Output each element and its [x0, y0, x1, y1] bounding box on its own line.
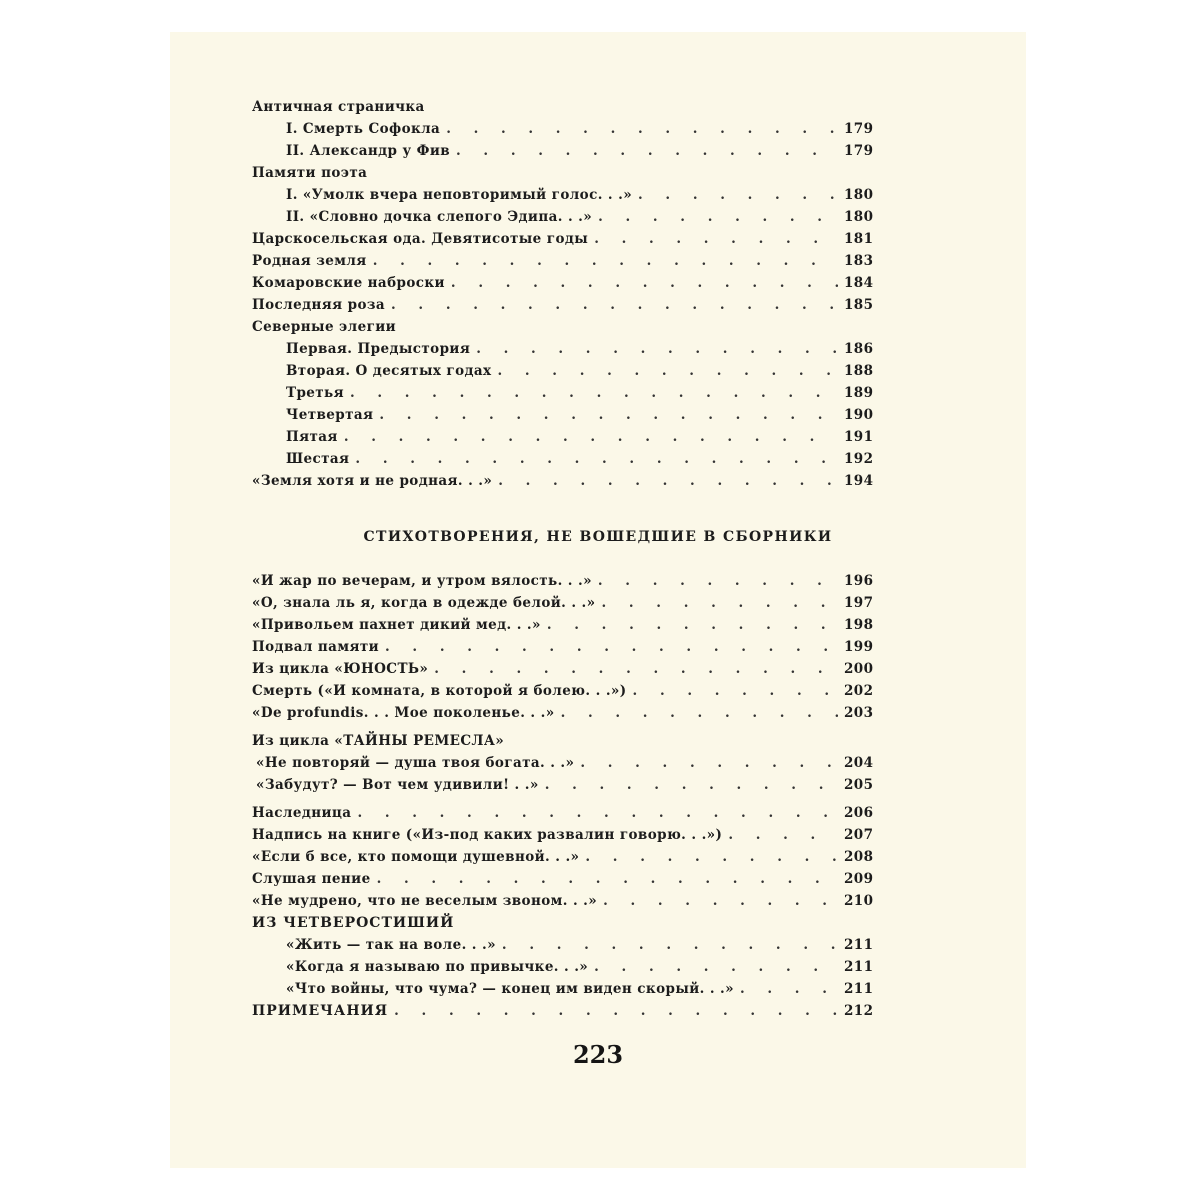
toc-entry-title: «Забудут? — Вот чем удивили! . .»	[256, 777, 539, 793]
toc-entry-title: «Не повторяй — душа твоя богата. . .»	[256, 755, 575, 771]
toc-leader-dots	[728, 824, 838, 846]
toc-entry-page: 186	[844, 341, 874, 357]
toc-leader-dots	[498, 470, 838, 492]
toc-entry	[252, 404, 872, 426]
toc-entry-title: Северные элегии	[252, 319, 397, 335]
toc-entry-page: 211	[844, 981, 874, 997]
toc-leader-dots	[355, 448, 838, 470]
toc-leader-dots	[394, 1000, 838, 1022]
toc-leader-dots	[598, 206, 838, 228]
toc-leader-dots	[373, 250, 838, 272]
toc-entry	[252, 680, 872, 702]
toc-entry-title: «И жар по вечерам, и утром вялость. . .»	[252, 573, 592, 589]
section-title: СТИХОТВОРЕНИЯ, НЕ ВОШЕДШИЕ В СБОРНИКИ	[363, 529, 833, 545]
toc-entry-page: 204	[844, 755, 874, 771]
toc-entry-page: 179	[844, 121, 874, 137]
toc-entry-page: 205	[844, 777, 874, 793]
toc-entry-page: 207	[844, 827, 874, 843]
toc-entry-title: «О, знала ль я, когда в одежде белой. . .»	[252, 595, 596, 611]
toc-leader-dots	[377, 868, 838, 890]
toc-entry	[252, 636, 872, 658]
toc-leader-dots	[451, 272, 838, 294]
toc-entry-title: Смерть («И комната, в которой я болею. . .»)	[252, 683, 627, 699]
toc-leader-dots	[344, 426, 838, 448]
toc-entry-title: «Земля хотя и не родная. . .»	[252, 473, 493, 489]
toc-leader-dots	[446, 118, 838, 140]
toc-leader-dots	[502, 934, 838, 956]
toc-entry	[252, 338, 872, 360]
toc-entry	[252, 774, 872, 796]
toc-entry	[252, 360, 872, 382]
toc-entry	[252, 658, 872, 680]
toc-leader-dots	[602, 592, 839, 614]
toc-entry	[252, 184, 872, 206]
toc-entry-title: «Привольем пахнет дикий мед. . .»	[252, 617, 541, 633]
toc-leader-dots	[594, 956, 838, 978]
toc-entry	[252, 934, 872, 956]
page-number: 223	[572, 1040, 624, 1069]
toc-leader-dots	[633, 680, 838, 702]
toc-entry-page: 199	[844, 639, 874, 655]
toc-entry-title: Слушая пение	[252, 871, 371, 887]
toc-leader-dots	[598, 570, 838, 592]
toc-leader-dots	[350, 382, 838, 404]
toc-entry	[252, 868, 872, 890]
toc-entry-page: 181	[844, 231, 874, 247]
toc-entry-title: Царскосельская ода. Девятисотые годы	[252, 231, 589, 247]
toc-leader-dots	[476, 338, 838, 360]
toc-leader-dots	[740, 978, 838, 1000]
toc-entry-title: Подвал памяти	[252, 639, 380, 655]
toc-entry	[252, 426, 872, 448]
toc-leader-dots	[391, 294, 838, 316]
toc-heading	[252, 730, 872, 752]
toc-entry-title: Четвертая	[286, 407, 374, 423]
toc-entry-page: 192	[844, 451, 874, 467]
toc-entry-page: 184	[844, 275, 874, 291]
toc-entry-title: Наследница	[252, 805, 352, 821]
toc-entry-title: I. «Умолк вчера неповторимый голос. . .»	[286, 187, 633, 203]
toc-entry-page: 210	[844, 893, 874, 909]
toc-entry	[252, 890, 872, 912]
toc-entry	[252, 1000, 872, 1022]
toc-leader-dots	[434, 658, 838, 680]
toc-entry-title: Родная земля	[252, 253, 367, 269]
toc-entry-title: II. Александр у Фив	[286, 143, 451, 159]
toc-entry-title: Вторая. О десятых годах	[286, 363, 492, 379]
toc-entry-title: «Не мудрено, что не веселым звоном. . .»	[252, 893, 598, 909]
toc-entry-title: «Что войны, что чума? — конец им виден скорый. . .»	[286, 981, 734, 997]
toc-entry-page: 197	[844, 595, 874, 611]
toc-entry-page: 191	[844, 429, 874, 445]
toc-entry-title: I. Смерть Софокла	[286, 121, 441, 137]
toc-entry-page: 189	[844, 385, 874, 401]
toc-leader-dots	[385, 636, 838, 658]
toc-entry-page: 200	[844, 661, 874, 677]
toc-leader-dots	[580, 752, 838, 774]
toc-entry	[252, 470, 872, 492]
toc-entry-title: «De profundis. . . Мое поколенье. . .»	[252, 705, 555, 721]
toc-entry-page: 211	[844, 937, 874, 953]
toc-leader-dots	[585, 846, 838, 868]
toc-leader-dots	[498, 360, 839, 382]
toc-entry	[252, 846, 872, 868]
toc-entry-title: Первая. Предыстория	[286, 341, 471, 357]
toc-entry	[252, 250, 872, 272]
toc-entry	[252, 614, 872, 636]
toc-heading	[252, 162, 872, 184]
toc-entry-title: II. «Словно дочка слепого Эдипа. . .»	[286, 209, 593, 225]
toc-leader-dots	[357, 802, 838, 824]
book-page	[170, 32, 1026, 1168]
toc-entry-title: Последняя роза	[252, 297, 386, 313]
toc-entry-page: 190	[844, 407, 874, 423]
toc-entry-title: Античная страничка	[252, 99, 425, 115]
toc-entry-title: Из цикла «ЮНОСТЬ»	[252, 661, 429, 677]
toc-entry-page: 208	[844, 849, 874, 865]
toc-leader-dots	[561, 702, 838, 724]
toc-entry-page: 180	[844, 209, 874, 225]
toc-entry	[252, 206, 872, 228]
toc-leader-dots	[603, 890, 838, 912]
toc-entry-page: 206	[844, 805, 874, 821]
toc-entry	[252, 448, 872, 470]
toc-entry-title: Комаровские наброски	[252, 275, 445, 291]
toc-entry-title: Памяти поэта	[252, 165, 368, 181]
toc-entry-page: 203	[844, 705, 874, 721]
toc-entry	[252, 228, 872, 250]
toc-entry-page: 180	[844, 187, 874, 203]
toc-leader-dots	[456, 140, 838, 162]
toc-entry	[252, 978, 872, 1000]
toc-heading	[252, 96, 872, 118]
toc-leader-dots	[638, 184, 838, 206]
toc-entry-page: 211	[844, 959, 874, 975]
toc-leader-dots	[379, 404, 838, 426]
toc-entry-title: «Когда я называю по привычке. . .»	[286, 959, 589, 975]
toc-entry-page: 198	[844, 617, 874, 633]
table-of-contents-part-2	[252, 570, 872, 1022]
toc-entry	[252, 592, 872, 614]
toc-entry	[252, 824, 872, 846]
toc-entry	[252, 802, 872, 824]
toc-entry-page: 196	[844, 573, 874, 589]
toc-leader-dots	[594, 228, 838, 250]
toc-entry-page: 179	[844, 143, 874, 159]
toc-leader-dots	[547, 614, 838, 636]
toc-entry-title: Третья	[286, 385, 344, 401]
toc-entry	[252, 140, 872, 162]
table-of-contents-part-1	[252, 96, 872, 492]
toc-entry	[252, 752, 872, 774]
toc-entry	[252, 294, 872, 316]
toc-entry	[252, 382, 872, 404]
toc-entry	[252, 956, 872, 978]
toc-entry-title: «Если б все, кто помощи душевной. . .»	[252, 849, 580, 865]
toc-entry	[252, 702, 872, 724]
toc-entry-title: ИЗ ЧЕТВЕРОСТИШИЙ	[252, 915, 455, 931]
toc-heading	[252, 316, 872, 338]
toc-entry-page: 183	[844, 253, 874, 269]
toc-entry	[252, 118, 872, 140]
toc-entry-title: Из цикла «ТАЙНЫ РЕМЕСЛА»	[252, 733, 505, 749]
toc-entry-title: Надпись на книге («Из-под каких развалин говорю. . .»)	[252, 827, 723, 843]
toc-entry-title: «Жить — так на воле. . .»	[286, 937, 496, 953]
toc-entry-page: 194	[844, 473, 874, 489]
toc-entry	[252, 570, 872, 592]
toc-entry-page: 188	[844, 363, 874, 379]
toc-leader-dots	[545, 774, 838, 796]
toc-entry-page: 185	[844, 297, 874, 313]
toc-heading	[252, 912, 872, 934]
toc-entry-page: 212	[844, 1003, 874, 1019]
toc-entry-page: 209	[844, 871, 874, 887]
toc-entry-title: ПРИМЕЧАНИЯ	[252, 1003, 389, 1019]
toc-entry	[252, 272, 872, 294]
toc-entry-page: 202	[844, 683, 874, 699]
toc-entry-title: Шестая	[286, 451, 350, 467]
toc-entry-title: Пятая	[286, 429, 338, 445]
